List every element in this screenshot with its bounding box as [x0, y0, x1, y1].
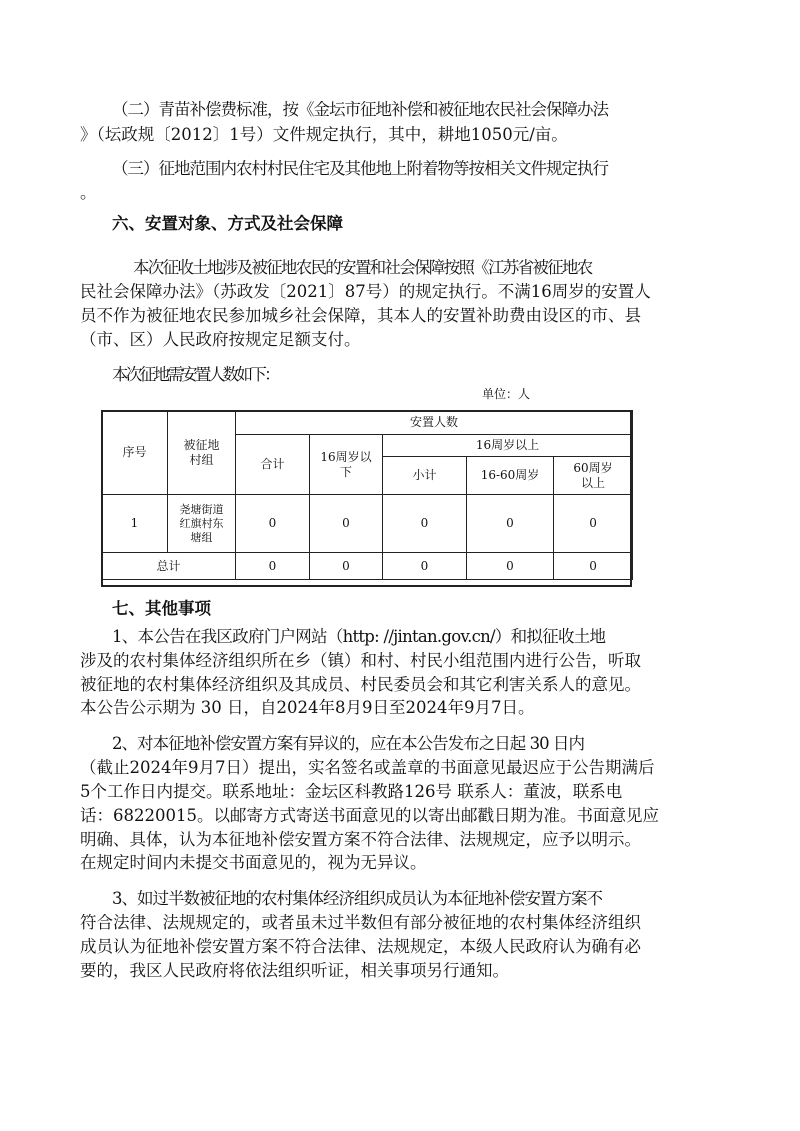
paragraph-line: 民社会保障办法》（苏政发〔2021〕87号）的规定执行。不满16周岁的安置人 — [80, 282, 651, 301]
paragraph-line: 符合法律、法规规定的，或者虽未过半数但有部分被征地的农村集体经济组织 — [80, 913, 641, 932]
sum-under16: 0 — [310, 553, 383, 580]
sum-total: 0 — [236, 553, 310, 580]
sum-subtotal: 0 — [383, 553, 467, 580]
paragraph-line: （二）青苗补偿费标准，按《金坛市征地补偿和被征地农民社会保障办法 — [112, 100, 608, 119]
header-under16: 16周岁以 下 — [310, 435, 383, 495]
cell-60plus: 0 — [554, 495, 633, 553]
section-heading: 七、其他事项 — [112, 599, 211, 618]
header-people: 安置人数 — [236, 411, 633, 435]
cell-16-60: 0 — [467, 495, 554, 553]
paragraph-line: 涉及的农村集体经济组织所在乡（镇）和村、村民小组范围内进行公告，听取 — [80, 651, 641, 670]
paragraph-line: 1、本公告在我区政府门户网站（http: //jintan.gov.cn/）和拟征收土地 — [112, 627, 606, 646]
header-subtotal: 小计 — [383, 457, 467, 495]
cell-subtotal: 0 — [383, 495, 467, 553]
paragraph-line: 员不作为被征地农民参加城乡社会保障，其本人的安置补助费由设区的市、县 — [80, 306, 641, 325]
paragraph-line: （三）征地范围内农村村民住宅及其他地上附着物等按相关文件规定执行 — [112, 159, 608, 178]
sum-60plus: 0 — [554, 553, 633, 580]
sum-16-60: 0 — [467, 553, 554, 580]
paragraph-line: 2、对本征地补偿安置方案有异议的，应在本公告发布之日起 30 日内 — [112, 734, 584, 753]
paragraph-line: 5个工作日内提交。联系地址：金坛区科教路126号 联系人：董波，联系电 — [80, 782, 623, 801]
paragraph-line: 本公告公示期为 30 日，自2024年8月9日至2024年9月7日。 — [80, 698, 535, 717]
paragraph-line: 在规定时间内未提交书面意见的，视为无异议。 — [80, 853, 427, 872]
header-16-60: 16-60周岁 — [467, 457, 554, 495]
header-60plus: 60周岁 以上 — [554, 457, 633, 495]
paragraph-line: 》（坛政规〔2012〕1号）文件规定执行，其中，耕地1050元/亩。 — [80, 125, 568, 144]
paragraph-line: （市、区）人民政府按规定足额支付。 — [80, 330, 361, 349]
paragraph-line: 3、如过半数被征地的农村集体经济组织成员认为本征地补偿安置方案不 — [112, 889, 602, 908]
cell-total: 0 — [236, 495, 310, 553]
cell-under16: 0 — [310, 495, 383, 553]
paragraph-line: （截止2024年9月7日）提出，实名签名或盖章的书面意见最迟应于公告期满后 — [80, 758, 655, 777]
table-sum-row — [102, 553, 633, 580]
paragraph-line: 要的，我区人民政府将依法组织听证，相关事项另行通知。 — [80, 961, 509, 980]
paragraph-line: 明确、具体，认为本征地补偿安置方案不符合法律、法规规定，应予以明示。 — [80, 830, 641, 849]
cell-index: 1 — [102, 495, 168, 553]
paragraph-line: 本次征收土地涉及被征地农民的安置和社会保障按照《江苏省被征地农 — [133, 258, 592, 277]
paragraph-line: 话：68220015。以邮寄方式寄送书面意见的以寄出邮戳日期为准。书面意见应 — [80, 806, 659, 825]
paragraph-line: 被征地的农村集体经济组织及其成员、村民委员会和其它利害关系人的意见。 — [80, 675, 641, 694]
header-total: 合计 — [236, 435, 310, 495]
header-group: 被征地 村组 — [168, 411, 236, 495]
sum-label: 总计 — [102, 553, 236, 580]
table-intro: 本次征地需安置人数如下： — [112, 365, 278, 384]
paragraph-line: 。 — [80, 183, 97, 202]
section-heading: 六、安置对象、方式及社会保障 — [112, 214, 343, 233]
paragraph-line: 成员认为征地补偿安置方案不符合法律、法规规定，本级人民政府认为确有必 — [80, 937, 641, 956]
resettlement-table — [101, 410, 633, 580]
unit-label: 单位：人 — [482, 387, 531, 401]
header-over16: 16周岁以上 — [383, 435, 633, 457]
table-row — [102, 495, 633, 553]
header-index: 序号 — [102, 411, 168, 495]
cell-group: 尧塘街道 红旗村东 塘组 — [168, 495, 236, 553]
